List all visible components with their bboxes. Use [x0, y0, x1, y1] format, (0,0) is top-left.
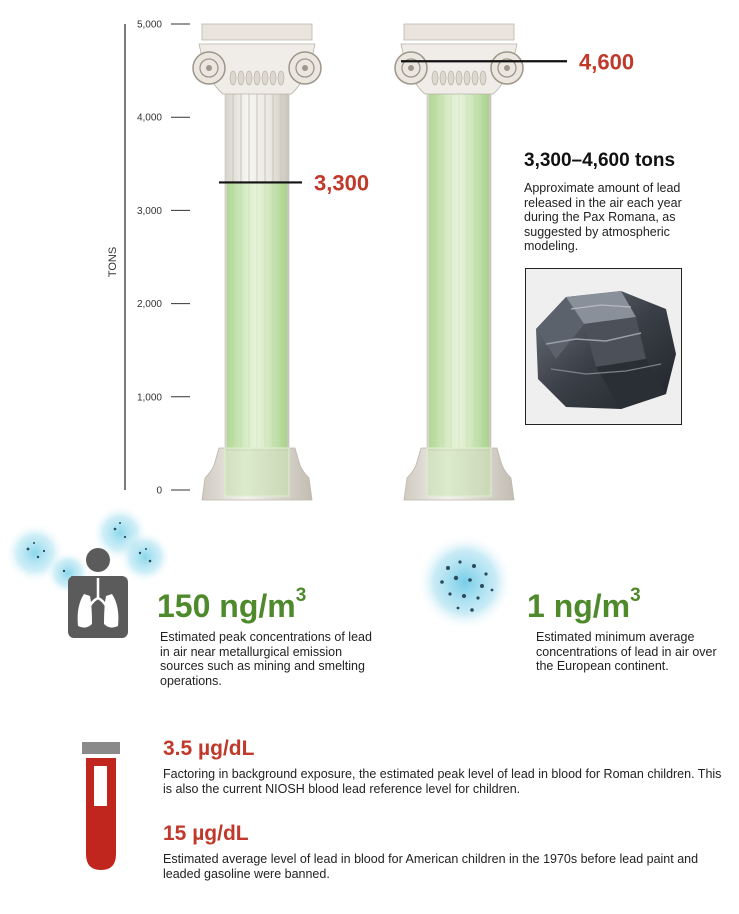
- y-tick-label: 1,000: [136, 392, 162, 404]
- column-egg-molding: [254, 71, 260, 85]
- column-abacus: [202, 24, 312, 40]
- blood-value-american: 15 µg/dL: [163, 822, 249, 845]
- column-abacus: [404, 24, 514, 40]
- column-egg-molding: [262, 71, 268, 85]
- blood-tube-icon: [80, 742, 122, 872]
- peak-description: Estimated peak concentrations of lead in air near metallurgical emission sources such as mining and smelting operations.: [160, 630, 372, 688]
- column-egg-molding: [440, 71, 446, 85]
- range-description: Approximate amount of lead released in the air each year during the Pax Romana, as suggested by atmospheric modeling.: [524, 181, 682, 253]
- column-base-fill: [427, 448, 491, 496]
- y-tick-label: 5,000: [136, 19, 162, 31]
- y-axis-label: TONS: [107, 246, 119, 278]
- column-egg-molding: [456, 71, 462, 85]
- column-volute-eye: [408, 65, 414, 71]
- columns: [193, 24, 634, 500]
- blood-description-roman: Factoring in background exposure, the estimated peak level of lead in blood for Roman children. This is also the current NIOSH blood lead reference level for children.: [163, 767, 722, 796]
- blood-description-american: Estimated average level of lead in blood for American children in the 1970s before lead paint and leaded gasoline were banned.: [163, 852, 699, 881]
- range-title: 3,300–4,600 tons: [524, 150, 676, 171]
- value-label: 3,300: [314, 170, 370, 196]
- y-axis: [125, 20, 190, 497]
- column-1: [193, 24, 369, 500]
- minimum-value: 1 $ng/m^3$: [527, 585, 641, 624]
- galena-ore-photo: [525, 268, 682, 425]
- column-egg-molding: [230, 71, 236, 85]
- column-egg-molding: [472, 71, 478, 85]
- column-egg-molding: [448, 71, 454, 85]
- column-egg-molding: [432, 71, 438, 85]
- blood-value-roman: 3.5 µg/dL: [163, 737, 255, 760]
- y-tick-label: 4,000: [136, 112, 162, 124]
- y-tick-label: 2,000: [136, 299, 162, 311]
- column-value-fill: [429, 61, 489, 448]
- column-volute-eye: [504, 65, 510, 71]
- column-egg-molding: [464, 71, 470, 85]
- column-base-fill: [225, 448, 289, 496]
- column-egg-molding: [278, 71, 284, 85]
- y-tick-label: 3,000: [136, 205, 162, 217]
- lung-icon: [66, 546, 130, 638]
- column-volute-eye: [206, 65, 212, 71]
- value-label: 4,600: [579, 49, 635, 75]
- minimum-description: Estimated minimum average concentrations of lead in air over the European continent.: [536, 630, 717, 673]
- column-egg-molding: [480, 71, 486, 85]
- column-2: [395, 24, 634, 500]
- column-egg-molding: [238, 71, 244, 85]
- column-egg-molding: [270, 71, 276, 85]
- column-volute-eye: [302, 65, 308, 71]
- particle-cloud-right-icon: [410, 530, 520, 640]
- y-tick-label: 0: [156, 485, 162, 497]
- column-egg-molding: [246, 71, 252, 85]
- column-value-fill: [227, 182, 287, 448]
- peak-value: 150 $ng/m^3$: [157, 585, 307, 624]
